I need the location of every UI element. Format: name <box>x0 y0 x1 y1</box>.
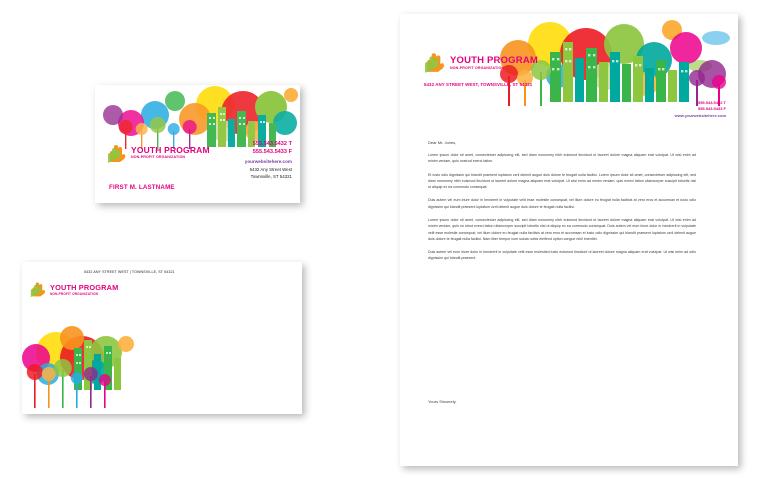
envelope-hands-logo-icon <box>30 280 48 298</box>
envelope-brand-tagline: NON-PROFIT ORGANIZATION <box>50 292 99 296</box>
envelope-return-address: 5432 ANY STREET WEST | TOWNSVILLE, ST 54321 <box>84 270 175 274</box>
business-card-website[interactable]: yourwebsitehere.com <box>244 159 292 164</box>
letter-paragraph: Lorem ipsum dolor sit amet, consectetuer adipiscing elit, sed diam nonummy nibh euismod tincidunt ut laoreet dolore magna aliquam erat volutpat. Ut wisi enim ad minim veniam, quis nostrud exerci tation. <box>428 153 696 164</box>
letter-paragraph: Et iusto odio dignissim qui blandit praesent luptatum zzril delenit augue duis dolore te feugait nulla facilisi. Lorem ipsum dolor sit amet, consectetuer adipiscing elit, sed diam nonummy nibh euismod tincidunt ut laoreet dolore magna aliquam erat volutpat. Ut wisi enim ad minim veniam, quis exerci tation ullamcorper suscipit lobortis nisl ut aliquip ex ea commodo consequat. <box>428 172 696 190</box>
letterhead-phone-primary: 555.543.5432 T <box>697 100 726 105</box>
letter-paragraph: Duis autem vel eum iriure dolor in hendrerit in vulputate velit esse molestied iusto euismod tincidunt ut laoreet dolore magna aliquam erat volutpat. Ut wisi enim ad odio dignissim qui blandit praesent <box>428 250 696 261</box>
business-card-address-line1: 5432 Any Street West <box>249 167 292 172</box>
letterhead-address: 5432 ANY STREET WEST, TOWNSVILLE, ST 54321 <box>424 82 533 87</box>
letter-body <box>428 152 696 269</box>
letterhead-brand-name: YOUTH PROGRAM <box>450 55 538 66</box>
hands-logo-icon <box>107 142 129 164</box>
letterhead-website[interactable]: www.yourwebsitehere.com <box>674 113 726 118</box>
business-card-brand-name: YOUTH PROGRAM <box>131 145 210 155</box>
letterhead <box>400 14 738 466</box>
envelope <box>22 262 302 414</box>
business-card-address-line2: Townsville, ST 54321 <box>250 174 292 179</box>
letter-paragraph: Lorem ipsum dolor sit amet, consectetuer adipiscing elit, sed diam nonummy nibh euismod tincidunt ut laoreet dolore magna aliquam erat volutpat. Ut wisi enim ad minim veniam, quis no strud exerci tation ullamcorper suscipit lobortis nisl ut aliquip ex ea commodo consequat. Duis autem vel eum iriure dolor in hendrerit in vulputate velit esse molestie consequat, vel illum dolore eu feugiat nulla facilisis at vero eros et accumsan et iusto odio dignissim qui blandit praesent luptatum zzril delenit augue duis dolore te feugait nulla facilisi. Nam liber tempor cum soluta nobis eleifend option congue nihil imerdiet. <box>428 217 696 241</box>
business-card-brand-tagline: NON-PROFIT ORGANIZATION <box>131 155 186 159</box>
business-card-person-name: FIRST M. LASTNAME <box>109 184 175 191</box>
envelope-brand-name: YOUTH PROGRAM <box>50 283 119 292</box>
business-card-phone-secondary: 555.543.5433 F <box>252 149 292 155</box>
envelope-artwork <box>22 314 172 414</box>
letter-paragraph: Duis autem vel eum iriure dolor in hendrerit in vulputate velit esse molestie consequat, vel illum dolore eu feugiat nulla facilisis at vero eros et accumsan et iusto odio dignissim qui blandit praesent luptatum zzril delenit augue duis dolore te feugait nulla facilisi. <box>428 198 696 209</box>
letterhead-brand-tagline: NON-PROFIT ORGANIZATION <box>450 66 505 70</box>
letterhead-hands-logo-icon <box>424 50 448 74</box>
letterhead-phone-secondary: 555.543.5433 F <box>697 106 726 111</box>
letter-salutation: Dear Mr. Jones, <box>428 140 457 145</box>
business-card <box>95 85 300 203</box>
business-card-phone-primary: 555.543.5432 T <box>252 141 292 147</box>
letter-signoff: Yours Sincerely, <box>428 399 457 404</box>
